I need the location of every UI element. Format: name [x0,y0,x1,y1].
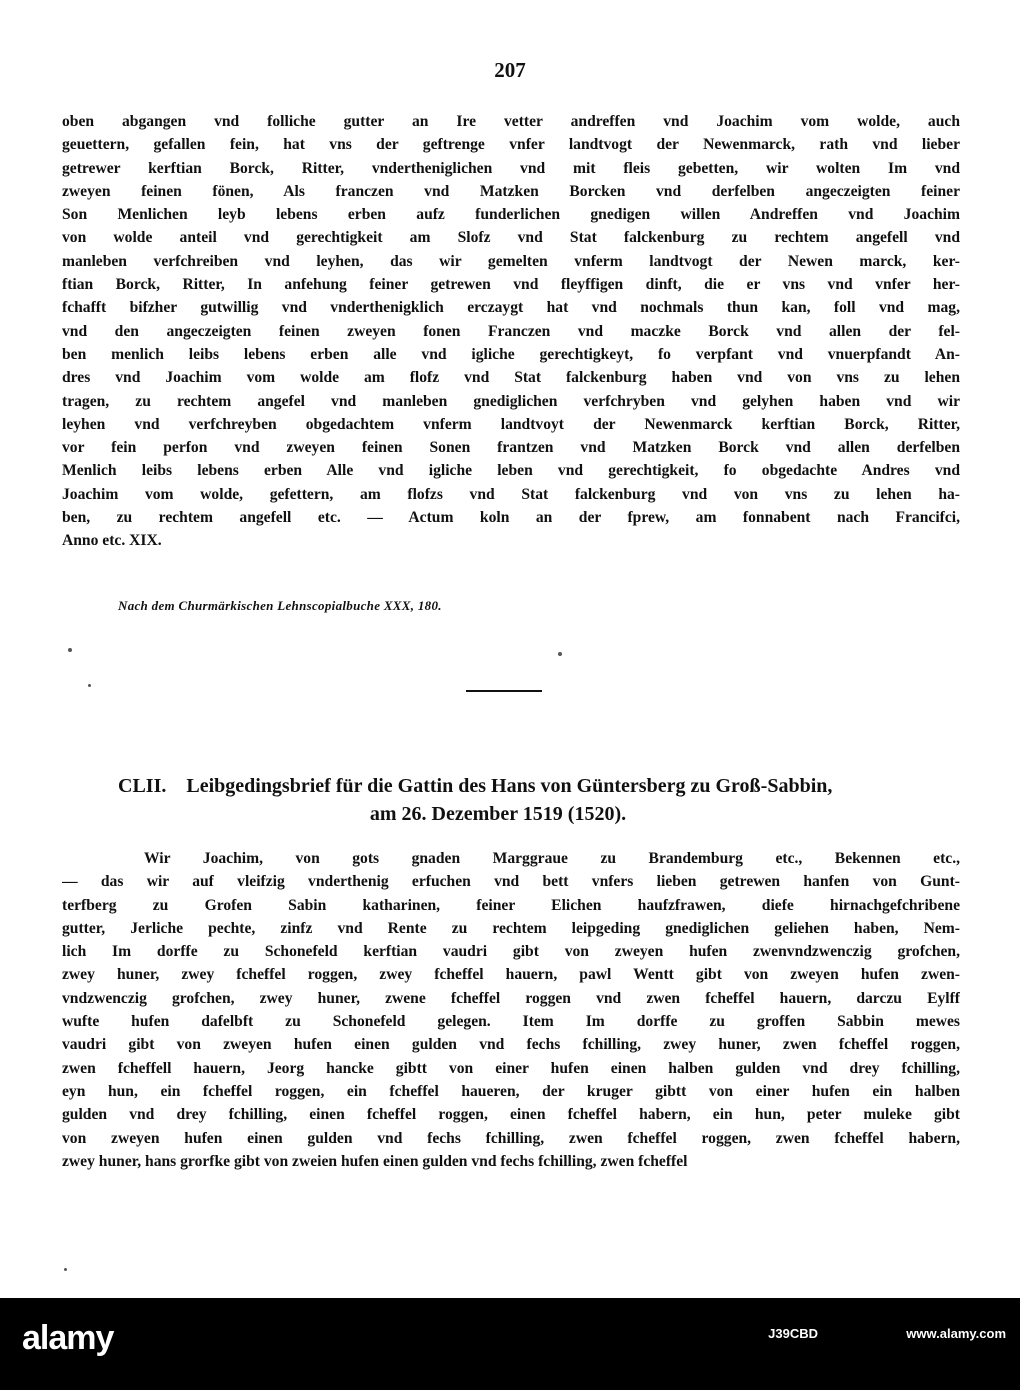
text-line: vndzwenczig grofchen, zwey huner, zwene fcheffel roggen vnd zwen fcheffel hauern, darczu Eylff [62,989,960,1007]
text-line: vor fein perfon vnd zweyen feinen Sonen frantzen vnd Matzken Borck vnd allen derfelben [62,439,960,457]
text-line: Son Menlichen leyb lebens erben aufz funderlichen gnedigen willen Andreffen vnd Joachim [62,206,960,224]
section-heading [118,772,918,828]
text-line: zweyen feinen fönen, Als franczen vnd Matzken Borcken vnd derfelben angeczeigten feiner [62,182,960,200]
scan-speck [68,648,72,652]
text-line: oben abgangen vnd folliche gutter an Ire vetter andreffen vnd Joachim vom wolde, auch [62,113,960,130]
text-line: Menlich leibs lebens erben Alle vnd igliche leben vnd gerechtigkeit, fo obgedachte Andres vnd [62,462,960,480]
section-divider [466,690,542,692]
text-line: von zweyen hufen einen gulden vnd fechs fchilling, zwen fcheffel roggen, zwen fcheffel habern, [62,1129,960,1147]
heading-title: Leibgedingsbrief für die Gattin des Hans von Güntersberg zu Groß-Sabbin, [186,775,833,797]
text-line: vnd den angeczeigten feinen zweyen fonen Franczen vnd maczke Borck vnd allen der fel- [62,322,960,340]
scan-speck [64,1268,67,1271]
text-line: eyn hun, ein fcheffel roggen, ein fcheffel haueren, der kruger gibtt von einer hufen ein halben [62,1082,960,1100]
heading-line-1 [118,772,918,800]
text-line: gutter, Jerliche pechte, zinfz vnd Rente zu rechtem leipgeding gnediglichen geliehen haben, Nem- [62,919,960,937]
text-line: ben, zu rechtem angefell etc. — Actum koln an der fprew, am fonnabent nach Francifci, [62,509,960,527]
text-line: fchafft bifzher gutwillig vnd vnderthenigklich erczaygt hat vnd nochmals thun kan, foll vnd mag, [62,299,960,317]
text-line: zwey huner, zwey fcheffel roggen, zwey fcheffel hauern, pawl Wentt gibt von zweyen hufen zwen- [62,966,960,984]
text-line: terfberg zu Grofen Sabin katharinen, feiner Elichen haufzfrawen, diefe hirnachgefchribene [62,896,960,914]
scan-speck [558,652,562,656]
source-note: Nach dem Churmärkischen Lehnscopialbuche XXX, 180. [118,598,442,613]
text-line: von wolde anteil vnd gerechtigkeit am Slofz vnd Stat falckenburg zu rechtem angefell vnd [62,229,960,247]
text-line: zwen fcheffell hauern, Jeorg hancke gibtt von einer hufen einen halben gulden vnd drey fchilling, [62,1059,960,1077]
text-line: Wir Joachim, von gots gnaden Marggraue zu Brandemburg etc., Bekennen etc., [144,850,960,867]
image-id: J39CBD [768,1326,818,1341]
text-line: geuettern, gefallen fein, hat vns der geftrenge vnfer landtvogt der Newenmarck, rath vnd lieber [62,136,960,154]
text-line: getrewer kerftian Borck, Ritter, vndertheniglichen vnd mit fleis gebetten, wir wolten Im vnd [62,159,960,177]
text-line: ftian Borck, Ritter, In anfehung feiner getrewen vnd fleyffigen dinft, die er vns vnd vnfer her- [62,276,960,294]
text-line: leyhen vnd verfchreyben obgedachtem vnferm landtvoyt der Newenmarck kerftian Borck, Ritter, [62,415,960,433]
text-line: Anno etc. XIX. [62,532,162,550]
document-body-part-2 [62,847,960,1173]
text-line: — das wir auf vleifzig vnderthenig erfuchen vnd bett vnfers lieben getrewen hanfen von Gunt- [62,873,960,891]
text-line: vaudri gibt von zweyen hufen einen gulden vnd fechs fchilling, zwey huner, zwen fcheffel roggen, [62,1036,960,1054]
alamy-logo: alamy [22,1319,114,1357]
text-line: Joachim vom wolde, gefettern, am flofzs vnd Stat falckenburg vnd von vns zu lehen ha- [62,485,960,503]
scan-speck [88,684,91,687]
heading-line-2: am 26. Dezember 1519 (1520). [369,803,627,825]
text-line: gulden vnd drey fchilling, einen fcheffel roggen, einen fcheffel habern, ein hun, peter muleke gibt [62,1106,960,1124]
watermark-footer [0,1298,1020,1390]
text-line: tragen, zu rechtem angefel vnd manleben gnediglichen verfchryben vnd gelyhen haben vnd wir [62,392,960,410]
text-line: lich Im dorffe zu Schonefeld kerftian vaudri gibt von zweyen hufen zwenvndzwenczig grofchen, [62,943,960,961]
text-line: dres vnd Joachim vom wolde am flofz vnd Stat falckenburg haben vnd von vns zu lehen [62,369,960,387]
document-body-part-1 [62,110,960,553]
page-number: 207 [494,58,526,82]
website-url: www.alamy.com [906,1326,1006,1341]
document-number: CLII. [118,775,167,797]
text-line: zwey huner, hans grorfke gibt von zweien hufen einen gulden vnd fechs fchilling, zwen fcheffel [62,1152,688,1170]
text-line: manleben verfchreiben vnd leyhen, das wir gemelten vnferm landtvogt der Newen marck, ker- [62,252,960,270]
text-line: wufte hufen dafelbft zu Schonefeld gelegen. Item Im dorffe zu groffen Sabbin mewes [62,1013,960,1031]
text-line: ben menlich leibs lebens erben alle vnd igliche gerechtigkeyt, fo verpfant vnd vnuerpfandt An- [62,345,960,363]
